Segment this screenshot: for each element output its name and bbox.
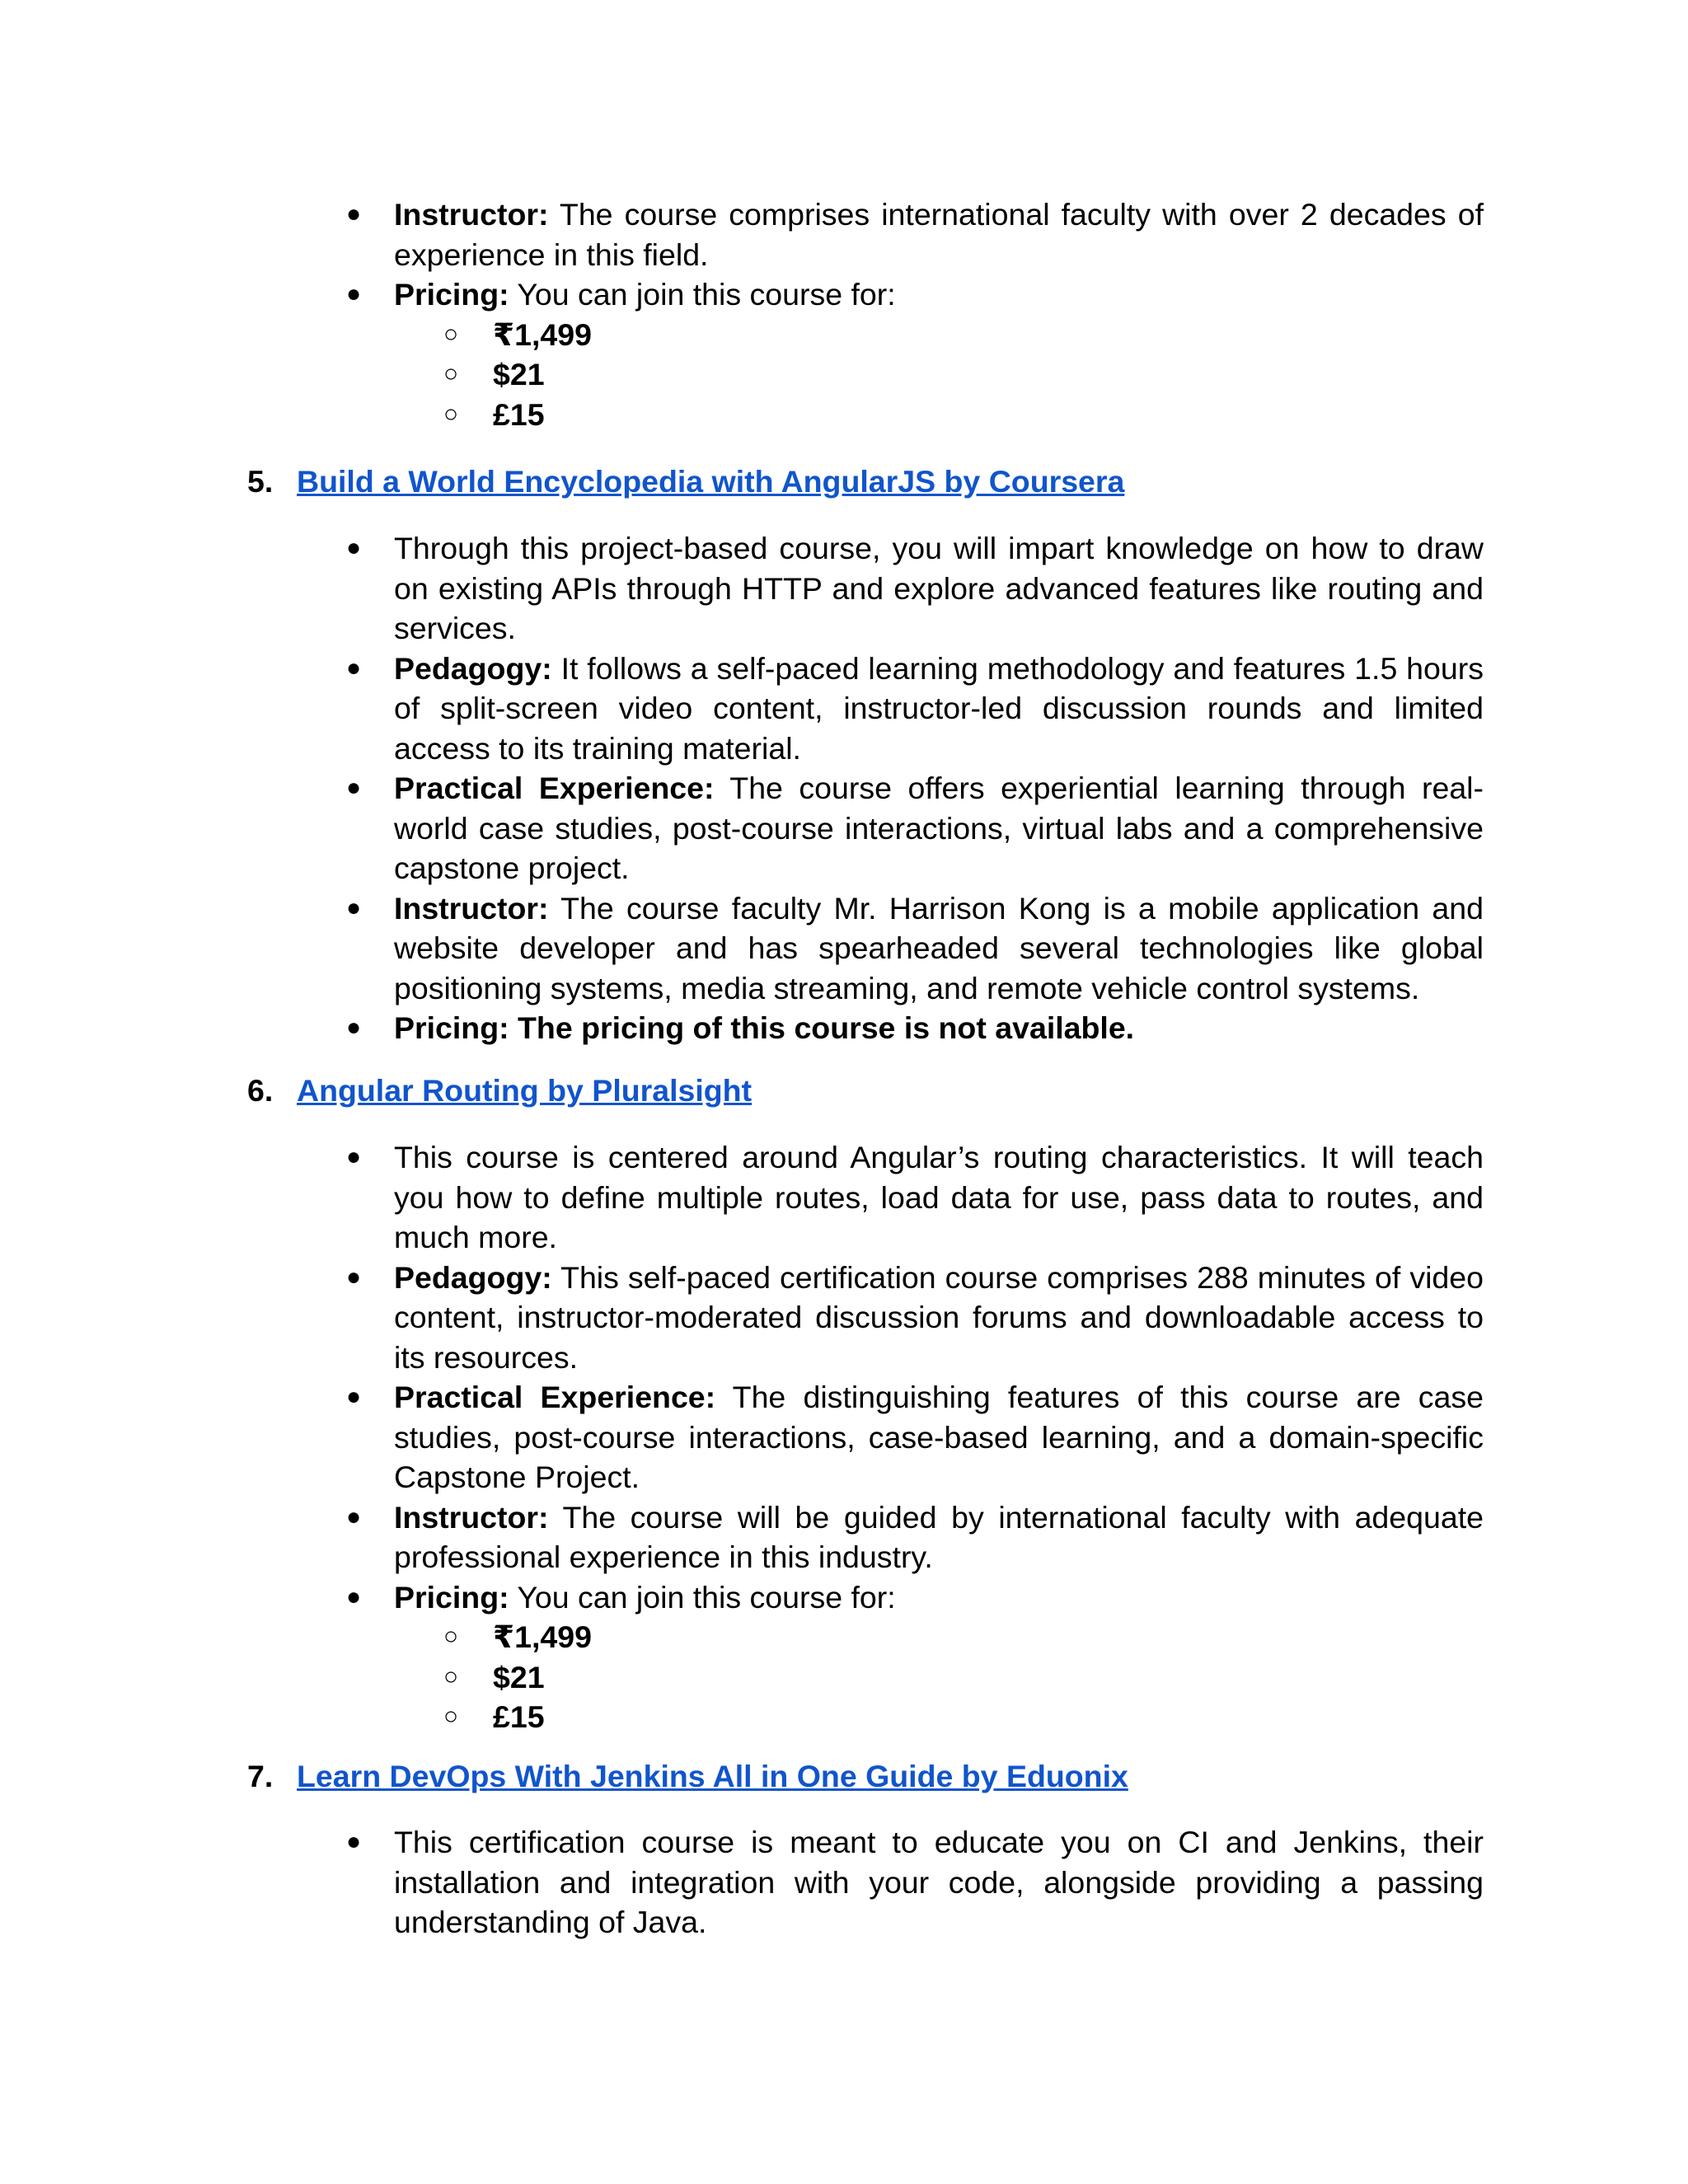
instructor-item <box>346 1497 1484 1577</box>
pricing-item <box>346 1577 1484 1737</box>
price-inr: ○ ₹1,499 <box>493 1617 1484 1657</box>
course-7-details-list <box>346 1822 1484 1943</box>
instructor-text: The course faculty Mr. Harrison Kong is a mobile application and website developer and has spearheaded several technologies like global positioning systems, media streaming, and remote vehicle control systems. <box>394 890 1484 1005</box>
price-inr: ○ ₹1,499 <box>493 315 1484 355</box>
price-list <box>394 315 1484 435</box>
pricing-label: Pricing: <box>394 1579 509 1615</box>
course-7-link[interactable]: Learn DevOps With Jenkins All in One Guide by Eduonix <box>297 1759 1128 1793</box>
pricing-item <box>346 274 1484 434</box>
practical-item <box>346 768 1484 888</box>
section-number: 7. <box>247 1759 274 1793</box>
pedagogy-label: Pedagogy: <box>394 1259 552 1295</box>
instructor-label: Instructor: <box>394 1499 549 1535</box>
practical-text: The course offers experiential learning through real-world case studies, post-course interactions, virtual labs and a comprehensive capstone project. <box>394 771 1484 885</box>
pricing-text: The pricing of this course is not available. <box>509 1010 1135 1045</box>
practical-label: Practical Experience: <box>394 771 715 805</box>
price-usd: ○ $21 <box>493 1657 1484 1698</box>
instructor-label: Instructor: <box>394 890 549 926</box>
course-4-details-list <box>346 194 1484 434</box>
practical-text: The distinguishing features of this course are case studies, post-course interactions, case-based learning, and a domain-specific Capstone Project. <box>394 1380 1484 1494</box>
section-6-heading <box>247 1071 752 1111</box>
pedagogy-item <box>346 1258 1484 1378</box>
instructor-label: Instructor: <box>394 197 549 232</box>
section-number: 5. <box>247 464 274 499</box>
intro-item: ● This course is centered around Angular’s routing characteristics. It will teach you how to define multiple routes, load data for use, pass data to routes, and much more. <box>346 1137 1484 1258</box>
pricing-text: You can join this course for: <box>509 1579 896 1615</box>
price-usd: ○ $21 <box>493 354 1484 395</box>
course-6-details-list <box>346 1137 1484 1737</box>
pricing-label: Pricing: <box>394 1010 509 1045</box>
instructor-text: The course will be guided by international faculty with adequate professional experience in this industry. <box>394 1499 1484 1574</box>
practical-item <box>346 1377 1484 1497</box>
intro-item: ● This certification course is meant to educate you on CI and Jenkins, their installation and integration with your code, alongside providing a passing understanding of Java. <box>346 1822 1484 1943</box>
pedagogy-text: This self-paced certification course comprises 288 minutes of video content, instructor-moderated discussion forums and downloadable access to its resources. <box>394 1259 1484 1375</box>
section-number: 6. <box>247 1073 274 1108</box>
section-7-heading <box>247 1756 1128 1797</box>
pedagogy-text: It follows a self-paced learning methodology and features 1.5 hours of split-screen video content, instructor-led discussion rounds and limited access to its training material. <box>394 650 1484 766</box>
instructor-item <box>346 888 1484 1009</box>
pricing-text: You can join this course for: <box>509 277 896 312</box>
section-5-heading <box>247 462 1124 502</box>
pedagogy-item <box>346 649 1484 769</box>
pedagogy-label: Pedagogy: <box>394 650 552 686</box>
price-list <box>394 1617 1484 1737</box>
course-6-link[interactable]: Angular Routing by Pluralsight <box>297 1073 753 1108</box>
instructor-text: The course comprises international faculty with over 2 decades of experience in this field. <box>394 197 1484 272</box>
instructor-item <box>346 194 1484 274</box>
pricing-label: Pricing: <box>394 277 509 312</box>
course-5-details-list <box>346 528 1484 1048</box>
course-5-link[interactable]: Build a World Encyclopedia with AngularJS by Coursera <box>297 464 1125 499</box>
pricing-item <box>346 1008 1484 1048</box>
intro-item: ● Through this project-based course, you will impart knowledge on how to draw on existing APIs through HTTP and explore advanced features like routing and services. <box>346 528 1484 649</box>
practical-label: Practical Experience: <box>394 1380 716 1414</box>
price-gbp: ○ £15 <box>493 395 1484 435</box>
price-gbp: ○ £15 <box>493 1697 1484 1737</box>
